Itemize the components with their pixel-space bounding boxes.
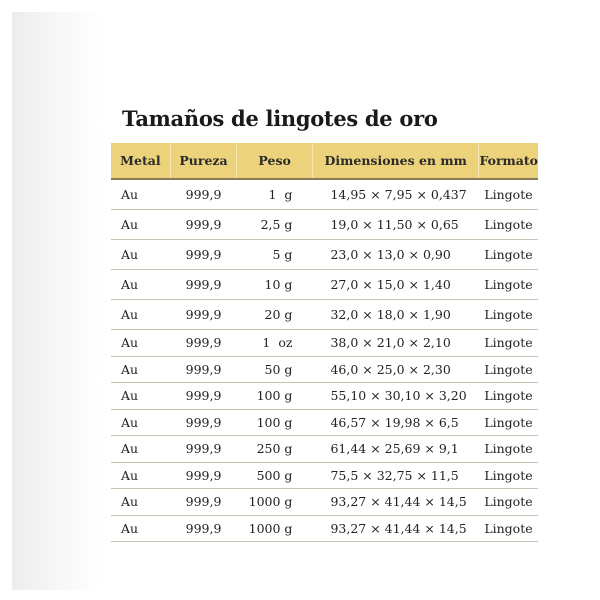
table-row <box>111 356 538 383</box>
cell-metal: Au <box>111 330 170 357</box>
cell-formato: Lingote <box>479 462 538 489</box>
gold-bar-sizes-table <box>111 143 538 542</box>
table-row <box>111 515 538 542</box>
cell-formato: Lingote <box>479 383 538 410</box>
cell-pureza: 999,9 <box>170 270 237 300</box>
cell-peso: 2,5 g <box>237 210 313 240</box>
page-title: Tamaños de lingotes de oro <box>122 106 438 131</box>
cell-dimensiones: 38,0 × 21,0 × 2,10 <box>312 330 479 357</box>
cell-dimensiones: 61,44 × 25,69 × 9,1 <box>312 436 479 463</box>
cell-pureza: 999,9 <box>170 515 237 542</box>
cell-pureza: 999,9 <box>170 409 237 436</box>
cell-pureza: 999,9 <box>170 300 237 330</box>
cell-formato: Lingote <box>479 210 538 240</box>
cell-metal: Au <box>111 462 170 489</box>
cell-peso: 500 g <box>237 462 313 489</box>
cell-formato: Lingote <box>479 409 538 436</box>
table-row <box>111 489 538 516</box>
cell-peso: 10 g <box>237 270 313 300</box>
cell-metal: Au <box>111 489 170 516</box>
table-row <box>111 300 538 330</box>
cell-dimensiones: 55,10 × 30,10 × 3,20 <box>312 383 479 410</box>
cell-dimensiones: 46,0 × 25,0 × 2,30 <box>312 356 479 383</box>
table-row <box>111 179 538 210</box>
column-header-pureza: Pureza <box>170 143 237 179</box>
cell-formato: Lingote <box>479 489 538 516</box>
cell-dimensiones: 27,0 × 15,0 × 1,40 <box>312 270 479 300</box>
cell-pureza: 999,9 <box>170 383 237 410</box>
cell-metal: Au <box>111 210 170 240</box>
cell-pureza: 999,9 <box>170 489 237 516</box>
cell-peso: 1000 g <box>237 489 313 516</box>
cell-formato: Lingote <box>479 240 538 270</box>
table-row <box>111 240 538 270</box>
cell-peso: 5 g <box>237 240 313 270</box>
column-header-dimensiones: Dimensiones en mm <box>312 143 479 179</box>
column-header-peso: Peso <box>237 143 313 179</box>
column-header-formato: Formato <box>479 143 538 179</box>
table-row <box>111 330 538 357</box>
cell-peso: 20 g <box>237 300 313 330</box>
cell-metal: Au <box>111 383 170 410</box>
cell-metal: Au <box>111 240 170 270</box>
cell-metal: Au <box>111 179 170 210</box>
cell-metal: Au <box>111 409 170 436</box>
table-row <box>111 462 538 489</box>
cell-pureza: 999,9 <box>170 240 237 270</box>
table-header-row <box>111 143 538 179</box>
table-row <box>111 436 538 463</box>
cell-metal: Au <box>111 356 170 383</box>
cell-dimensiones: 75,5 × 32,75 × 11,5 <box>312 462 479 489</box>
cell-peso: 50 g <box>237 356 313 383</box>
cell-peso: 100 g <box>237 383 313 410</box>
cell-pureza: 999,9 <box>170 356 237 383</box>
cell-peso: 1 oz <box>237 330 313 357</box>
cell-formato: Lingote <box>479 179 538 210</box>
cell-dimensiones: 93,27 × 41,44 × 14,5 <box>312 489 479 516</box>
table-row <box>111 270 538 300</box>
cell-formato: Lingote <box>479 356 538 383</box>
cell-pureza: 999,9 <box>170 179 237 210</box>
cell-formato: Lingote <box>479 436 538 463</box>
cell-dimensiones: 93,27 × 41,44 × 14,5 <box>312 515 479 542</box>
page <box>12 12 592 590</box>
cell-formato: Lingote <box>479 270 538 300</box>
cell-peso: 1000 g <box>237 515 313 542</box>
cell-dimensiones: 19,0 × 11,50 × 0,65 <box>312 210 479 240</box>
cell-dimensiones: 23,0 × 13,0 × 0,90 <box>312 240 479 270</box>
cell-metal: Au <box>111 270 170 300</box>
column-header-metal: Metal <box>111 143 170 179</box>
cell-metal: Au <box>111 515 170 542</box>
cell-peso: 250 g <box>237 436 313 463</box>
cell-pureza: 999,9 <box>170 330 237 357</box>
cell-metal: Au <box>111 436 170 463</box>
cell-dimensiones: 14,95 × 7,95 × 0,437 <box>312 179 479 210</box>
cell-pureza: 999,9 <box>170 210 237 240</box>
table-row <box>111 383 538 410</box>
cell-dimensiones: 46,57 × 19,98 × 6,5 <box>312 409 479 436</box>
cell-peso: 1 g <box>237 179 313 210</box>
cell-formato: Lingote <box>479 330 538 357</box>
cell-pureza: 999,9 <box>170 462 237 489</box>
cell-formato: Lingote <box>479 300 538 330</box>
cell-peso: 100 g <box>237 409 313 436</box>
cell-metal: Au <box>111 300 170 330</box>
cell-dimensiones: 32,0 × 18,0 × 1,90 <box>312 300 479 330</box>
table-row <box>111 409 538 436</box>
table-row <box>111 210 538 240</box>
cell-pureza: 999,9 <box>170 436 237 463</box>
cell-formato: Lingote <box>479 515 538 542</box>
